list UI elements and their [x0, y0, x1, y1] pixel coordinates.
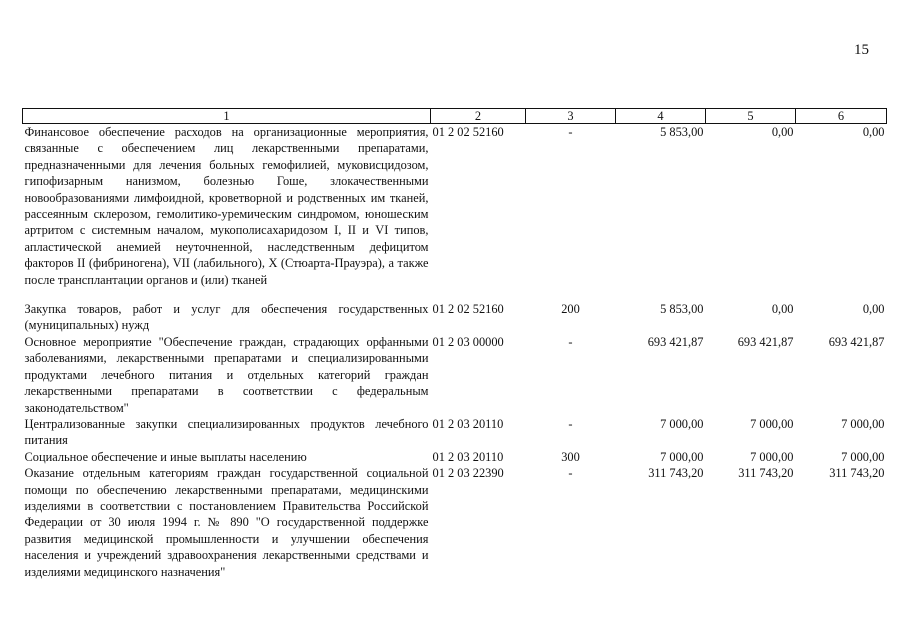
row-value-1: 693 421,87 — [647, 334, 704, 349]
budget-table — [22, 108, 887, 580]
row-name: Оказание отдельным категориям граждан государственной социальной помощи по обеспечению лекарственными препаратами, медицинскими изделиями в соответствии с постановлением Правительства Российской Федерации от 30 июля 1994 г. № 890 "О государственной поддержке развития медицинской промышленности и улучшении обеспечения населения и учреждений здравоохранения лекарственными средствами и изделиями медицинского назначения" — [24, 466, 429, 579]
row-value-3: 693 421,87 — [828, 334, 885, 349]
column-header-5: 5 — [706, 109, 796, 124]
row-expense-type: 200 — [561, 302, 580, 317]
row-value-2: 0,00 — [771, 125, 794, 139]
table-header-row — [23, 109, 887, 124]
row-value-1: 7 000,00 — [660, 416, 704, 431]
row-spacer — [23, 288, 887, 301]
row-name: Централизованные закупки специализированных продуктов лечебного питания — [24, 416, 429, 448]
row-value-3: 0,00 — [862, 302, 885, 317]
row-expense-type: - — [568, 466, 573, 481]
row-value-2: 7 000,00 — [750, 416, 794, 431]
row-code: 01 2 02 52160 — [432, 125, 504, 139]
row-value-3: 7 000,00 — [841, 449, 885, 464]
table-row — [23, 465, 887, 580]
table-row — [23, 334, 887, 416]
row-value-3: 311 743,20 — [829, 466, 885, 481]
row-value-1: 7 000,00 — [660, 449, 704, 464]
row-expense-type: - — [568, 416, 573, 431]
row-code: 01 2 02 52160 — [432, 302, 504, 317]
row-expense-type: - — [568, 125, 573, 139]
column-header-6: 6 — [796, 109, 887, 124]
row-name: Закупка товаров, работ и услуг для обеспечения государственных (муниципальных) нужд — [24, 302, 429, 333]
row-code: 01 2 03 00000 — [432, 334, 504, 349]
table-row — [23, 301, 887, 334]
row-value-2: 693 421,87 — [737, 334, 794, 349]
row-code: 01 2 03 22390 — [432, 466, 504, 481]
row-value-3: 0,00 — [862, 125, 885, 139]
row-value-2: 0,00 — [771, 302, 794, 317]
table-row — [23, 124, 887, 289]
row-expense-type: - — [568, 334, 573, 349]
column-header-4: 4 — [616, 109, 706, 124]
row-name: Финансовое обеспечение расходов на организационные мероприятия, связанные с обеспечением лиц лекарственными препаратами, предназначенными для лечения больных гемофилией, муковисцидозом, гипофизарным нанизмом, болезнью Гоше, злокачественными новообразованиями лимфоидной, кроветворной и родственных им тканей, рассеянным склерозом, гемолитико-уремическим синдромом, юношеским артритом с системным началом, мукополисахаридозом I, II и VI типов, апластической анемией неуточненной, наследственным дефицитом факторов II (фибриногена), VII (лабильного), X (Стюарта-Прауэра), а также после трансплантации органов и (или) тканей — [24, 125, 429, 287]
row-name: Основное мероприятие "Обеспечение граждан, страдающих орфанными заболеваниями, лекарственными препаратами и специализированными продуктами лечебного питания и отдельных категорий граждан лекарственными препаратами в соответствии с федеральным законодательством" — [24, 334, 429, 415]
row-name: Социальное обеспечение и иные выплаты населению — [24, 449, 307, 464]
row-value-3: 7 000,00 — [841, 416, 885, 431]
row-value-2: 311 743,20 — [738, 466, 794, 481]
row-code: 01 2 03 20110 — [432, 416, 504, 431]
row-value-2: 7 000,00 — [750, 449, 794, 464]
row-value-1: 5 853,00 — [660, 302, 704, 317]
table-row — [23, 416, 887, 449]
column-header-1: 1 — [23, 109, 431, 124]
table-row — [23, 449, 887, 465]
row-code: 01 2 03 20110 — [432, 449, 504, 464]
row-value-1: 5 853,00 — [660, 125, 704, 139]
row-expense-type: 300 — [561, 449, 580, 464]
column-header-3: 3 — [526, 109, 616, 124]
row-value-1: 311 743,20 — [648, 466, 704, 481]
column-header-2: 2 — [431, 109, 526, 124]
page-number: 15 — [854, 42, 869, 58]
